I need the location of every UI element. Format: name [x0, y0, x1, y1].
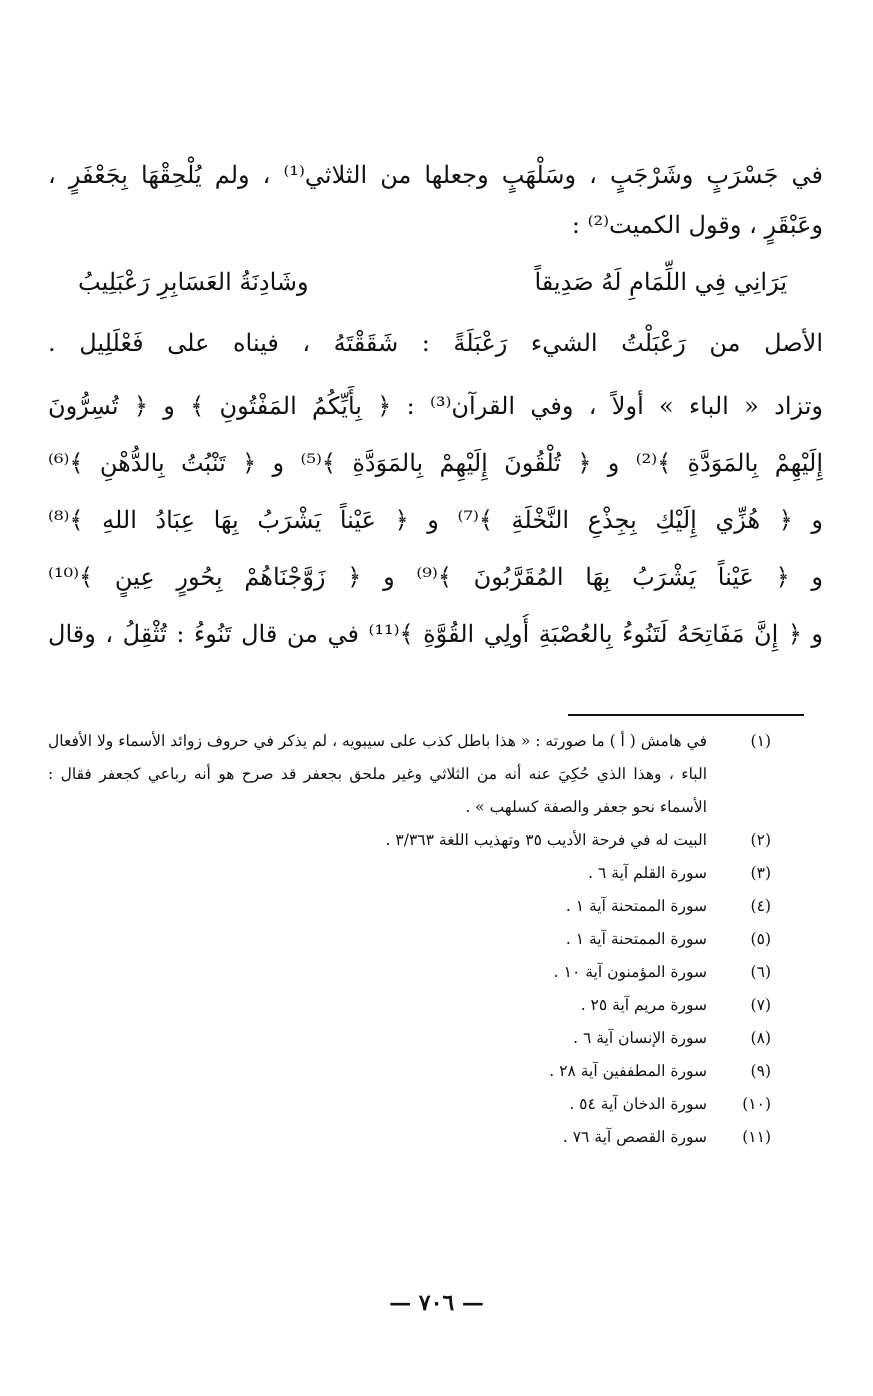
body-line-4: وتزاد « الباء » أولاً ، وفي القرآن⁽³⁾ : ﴿ بِأَيِّكُمُ المَفْتُونِ ﴾ و ﴿ تُسِرُّونَ — [48, 392, 823, 420]
body-line-3: الأصل من رَعْبَلْتُ الشيء رَعْبَلَةً : شَقَقْتَهُ ، فيناه على فَعْلَلِيل . — [48, 329, 823, 357]
body-line-1: في جَسْرَبٍ وشَرْجَبٍ ، وسَلْهَبٍ وجعلها من الثلاثي⁽¹⁾ ، ولم يُلْحِقْهَا بِجَعْفَرٍ ، — [48, 161, 823, 189]
footnote-text: سورة القصص آية ٧٦ . — [562, 1128, 707, 1146]
footnote-4 — [48, 890, 823, 923]
footnote-7 — [48, 989, 823, 1022]
footnote-11 — [48, 1121, 823, 1154]
footnote-number: (٩) — [750, 1062, 771, 1080]
page-number: — ٧٠٦ — — [389, 1290, 484, 1316]
footnote-text: سورة الإنسان آية ٦ . — [573, 1029, 707, 1047]
footnote-number: (١٠) — [742, 1095, 771, 1113]
body-line-2: وعَبْقَرٍ ، وقول الكميت⁽²⁾ : — [571, 211, 823, 239]
footnote-number: (١١) — [742, 1128, 771, 1146]
footnote-9 — [48, 1055, 823, 1088]
footnote-text: سورة المطففين آية ٢٨ . — [549, 1062, 707, 1080]
footnote-number: (٧) — [750, 996, 771, 1014]
footnote-6 — [48, 956, 823, 989]
footnote-number: (١) — [750, 732, 771, 750]
footnote-text: البيت له في فرحة الأديب ٣٥ وتهذيب اللغة ٣/٣٦٣ . — [385, 831, 707, 849]
footnote-3 — [48, 857, 823, 890]
footnote-number: (٦) — [750, 963, 771, 981]
footnotes — [48, 725, 823, 1154]
body-line-8: و ﴿ إِنَّ مَفَاتِحَهُ لَتَنُوءُ بِالعُصْبَةِ أُولِي القُوَّةِ ﴾⁽¹¹⁾ في من قال تَنُوءُ : تُثْقِلُ ، وقال — [48, 620, 823, 648]
footnote-text: سورة مريم آية ٢٥ . — [580, 996, 707, 1014]
body-line-5: إِلَيْهِمْ بِالمَوَدَّةِ ﴾⁽²⁾ و ﴿ تُلْقُونَ إِلَيْهِمْ بِالمَوَدَّةِ ﴾⁽⁵⁾ و ﴿ تَنْبُتُ بِالدُّهْنِ ﴾⁽⁶⁾ — [48, 449, 823, 477]
footnote-number: (٢) — [750, 831, 771, 849]
footnote-text: سورة المؤمنون آية ١٠ . — [553, 963, 707, 981]
footnote-text: سورة القلم آية ٦ . — [588, 864, 707, 882]
footnote-5 — [48, 923, 823, 956]
body-line-7: و ﴿ عَيْناً يَشْرَبُ بِهَا المُقَرَّبُونَ ﴾⁽⁹⁾ و ﴿ زَوَّجْنَاهُمْ بِحُورٍ عِينٍ ﴾⁽¹⁰⁾ — [48, 563, 823, 591]
footnote-number: (٤) — [750, 897, 771, 915]
footnote-text: سورة الدخان آية ٥٤ . — [569, 1095, 707, 1113]
footnote-2 — [48, 824, 823, 857]
footnote-text: سورة الممتحنة آية ١ . — [565, 930, 707, 948]
footnote-number: (٨) — [750, 1029, 771, 1047]
verse-first-hemistich: يَرَانِي فِي اللِّمَامِ لَهُ صَدِيقاً — [534, 268, 787, 296]
footnote-text: سورة الممتحنة آية ١ . — [565, 897, 707, 915]
footnote-8 — [48, 1022, 823, 1055]
footnote-10 — [48, 1088, 823, 1121]
footnote-text: في هامش ( أ ) ما صورته : « هذا باطل كذب على سيبويه ، لم يذكر في حروف زوائد الأسماء ولا الأفعال الباء ، وهذا الذي حُكِيَ عنه أنه من الثلاثي وغير ملحق بجعفر قد صرح هو أنه رباعي كجعفر فقال : الأسماء نحو جعفر والصفة كسلهب » . — [48, 732, 707, 816]
footnote-number: (٣) — [750, 864, 771, 882]
body-line-6: و ﴿ هُزِّي إِلَيْكِ بِجِذْعِ النَّخْلَةِ ﴾⁽⁷⁾ و ﴿ عَيْناً يَشْرَبُ بِهَا عِبَادُ اللهِ ﴾⁽⁸⁾ — [48, 506, 823, 534]
footnote-number: (٥) — [750, 930, 771, 948]
footnote-separator — [568, 714, 804, 716]
verse-second-hemistich: وشَادِنَةُ العَسَابِرِ رَعْبَلِيبُ — [78, 268, 309, 296]
footnote-1 — [48, 725, 823, 824]
